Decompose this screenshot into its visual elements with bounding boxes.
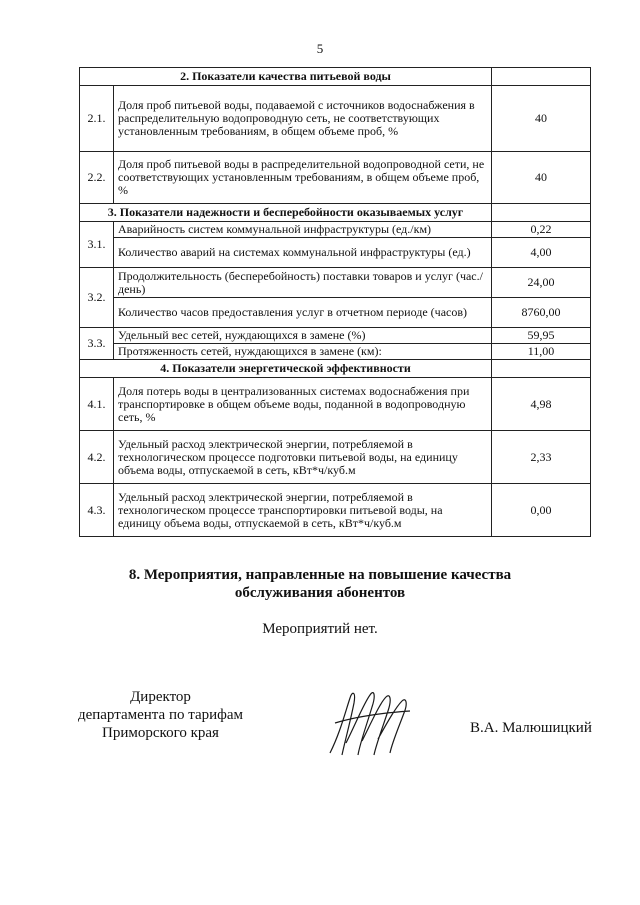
no-measures-note: Мероприятий нет. xyxy=(262,621,378,637)
table-row xyxy=(80,344,591,360)
handwritten-signature xyxy=(320,683,420,763)
page-number: 5 xyxy=(316,41,324,56)
table-row xyxy=(80,222,591,238)
row-value: 40 xyxy=(492,86,591,152)
row-value: 40 xyxy=(492,152,591,204)
signatory-line-2: департамента по тарифам xyxy=(77,707,244,723)
section-header-row xyxy=(80,68,591,86)
table-row xyxy=(80,152,591,204)
row-value: 0,00 xyxy=(492,484,591,537)
signatory-line-1: Директор xyxy=(130,689,191,705)
row-number: 4.3. xyxy=(80,484,114,537)
row-text: Доля проб питьевой воды, подаваемой с источников водоснабжения в распределительную водопроводную сеть, не соответствующих установленным требованиям, в общем объеме проб, % xyxy=(114,86,492,152)
row-text: Продолжительность (бесперебойность) поставки товаров и услуг (час./день) xyxy=(114,268,492,298)
row-value: 59,95 xyxy=(492,328,591,344)
table-row xyxy=(80,298,591,328)
section-4-title: 4. Показатели энергетической эффективности xyxy=(80,360,492,378)
row-text: Аварийность систем коммунальной инфраструктуры (ед./км) xyxy=(114,222,492,238)
row-number: 4.2. xyxy=(80,431,114,484)
row-text: Удельный расход электрической энергии, потребляемой в технологическом процессе подготовки питьевой воды, на единицу объема воды, отпускаемой в сеть, кВт*ч/куб.м xyxy=(114,431,492,484)
row-number: 4.1. xyxy=(80,378,114,431)
table-row xyxy=(80,484,591,537)
row-value: 8760,00 xyxy=(492,298,591,328)
row-text: Доля проб питьевой воды в распределительной водопроводной сети, не соответствующих установленным требованиям, в общем объеме проб, % xyxy=(114,152,492,204)
row-text: Удельный расход электрической энергии, потребляемой в технологическом процессе транспортировки питьевой воды, на единицу объема воды, отпускаемой в сеть, кВт*ч/куб.м xyxy=(114,484,492,537)
row-number: 3.1. xyxy=(80,222,114,268)
row-value: 11,00 xyxy=(492,344,591,360)
table-row xyxy=(80,86,591,152)
row-value: 2,33 xyxy=(492,431,591,484)
indicators-table xyxy=(79,67,591,537)
table-row xyxy=(80,378,591,431)
table-row xyxy=(80,431,591,484)
row-number: 3.2. xyxy=(80,268,114,328)
section-2-title: 2. Показатели качества питьевой воды xyxy=(80,68,492,86)
section-header-row xyxy=(80,204,591,222)
row-number: 2.2. xyxy=(80,152,114,204)
row-value: 0,22 xyxy=(492,222,591,238)
row-text: Количество часов предоставления услуг в отчетном периоде (часов) xyxy=(114,298,492,328)
section-8-heading xyxy=(0,566,640,602)
table-row xyxy=(80,268,591,298)
row-text: Протяженность сетей, нуждающихся в замене (км): xyxy=(114,344,492,360)
row-number: 3.3. xyxy=(80,328,114,360)
row-number: 2.1. xyxy=(80,86,114,152)
table-row xyxy=(80,328,591,344)
heading-line-2: обслуживания абонентов xyxy=(234,585,406,601)
signatory-title xyxy=(58,688,263,742)
row-value: 4,00 xyxy=(492,238,591,268)
table-row xyxy=(80,238,591,268)
row-text: Доля потерь воды в централизованных системах водоснабжения при транспортировке в общем объеме воды, поданной в водопроводную сеть, % xyxy=(114,378,492,431)
signatory-line-3: Приморского края xyxy=(102,725,219,741)
row-value: 4,98 xyxy=(492,378,591,431)
heading-line-1: 8. Мероприятия, направленные на повышение качества xyxy=(128,567,512,583)
row-value: 24,00 xyxy=(492,268,591,298)
row-text: Удельный вес сетей, нуждающихся в замене (%) xyxy=(114,328,492,344)
section-header-row xyxy=(80,360,591,378)
signatory-name: В.А. Малюшицкий xyxy=(470,720,592,736)
section-3-title: 3. Показатели надежности и бесперебойности оказываемых услуг xyxy=(80,204,492,222)
row-text: Количество аварий на системах коммунальной инфраструктуры (ед.) xyxy=(114,238,492,268)
